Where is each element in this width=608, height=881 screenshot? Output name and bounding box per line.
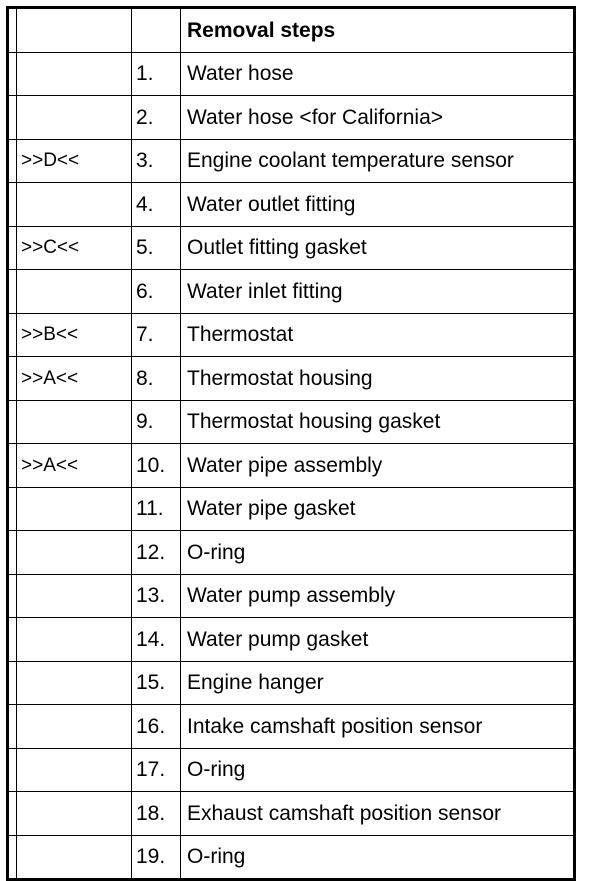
ref-cell: >>B<< bbox=[17, 313, 132, 357]
ref-cell bbox=[17, 531, 132, 575]
ref-cell: >>D<< bbox=[17, 139, 132, 183]
step-number: 9. bbox=[132, 400, 181, 444]
step-name: Water pipe assembly bbox=[181, 444, 575, 488]
table-row bbox=[8, 748, 575, 792]
header-row bbox=[8, 8, 575, 53]
step-name: Engine hanger bbox=[181, 661, 575, 705]
step-name: Water inlet fitting bbox=[181, 270, 575, 314]
step-number: 15. bbox=[132, 661, 181, 705]
step-number: 17. bbox=[132, 748, 181, 792]
ref-cell bbox=[17, 400, 132, 444]
ref-cell: >>A<< bbox=[17, 357, 132, 401]
ref-cell: >>C<< bbox=[17, 226, 132, 270]
step-number: 14. bbox=[132, 618, 181, 662]
ref-cell bbox=[17, 618, 132, 662]
margin-cell bbox=[8, 8, 17, 53]
margin-cell bbox=[8, 183, 17, 227]
step-name: Exhaust camshaft position sensor bbox=[181, 792, 575, 836]
ref-cell bbox=[17, 487, 132, 531]
table-row bbox=[8, 226, 575, 270]
table-row bbox=[8, 52, 575, 96]
step-name: O-ring bbox=[181, 531, 575, 575]
step-number: 13. bbox=[132, 574, 181, 618]
step-number: 16. bbox=[132, 705, 181, 749]
step-name: Water pump assembly bbox=[181, 574, 575, 618]
step-number: 3. bbox=[132, 139, 181, 183]
margin-cell bbox=[8, 139, 17, 183]
step-name: Water hose <for California> bbox=[181, 96, 575, 140]
margin-cell bbox=[8, 835, 17, 880]
step-number: 6. bbox=[132, 270, 181, 314]
table-title: Removal steps bbox=[181, 8, 575, 53]
table-row bbox=[8, 96, 575, 140]
step-name: Water outlet fitting bbox=[181, 183, 575, 227]
step-name: Water pipe gasket bbox=[181, 487, 575, 531]
ref-cell: >>A<< bbox=[17, 444, 132, 488]
table-row bbox=[8, 270, 575, 314]
margin-cell bbox=[8, 313, 17, 357]
step-number: 4. bbox=[132, 183, 181, 227]
table-row bbox=[8, 313, 575, 357]
table-row bbox=[8, 183, 575, 227]
step-name: Outlet fitting gasket bbox=[181, 226, 575, 270]
step-number: 12. bbox=[132, 531, 181, 575]
table-row bbox=[8, 835, 575, 880]
step-name: O-ring bbox=[181, 748, 575, 792]
step-number: 10. bbox=[132, 444, 181, 488]
margin-cell bbox=[8, 270, 17, 314]
step-name: Water pump gasket bbox=[181, 618, 575, 662]
margin-cell bbox=[8, 748, 17, 792]
table-body bbox=[8, 8, 575, 880]
table-row bbox=[8, 792, 575, 836]
header-num-cell bbox=[132, 8, 181, 53]
margin-cell bbox=[8, 531, 17, 575]
step-name: Engine coolant temperature sensor bbox=[181, 139, 575, 183]
table-row bbox=[8, 400, 575, 444]
ref-cell bbox=[17, 270, 132, 314]
step-number: 18. bbox=[132, 792, 181, 836]
table-row bbox=[8, 444, 575, 488]
step-number: 1. bbox=[132, 52, 181, 96]
header-ref-cell bbox=[17, 8, 132, 53]
margin-cell bbox=[8, 487, 17, 531]
ref-cell bbox=[17, 661, 132, 705]
ref-cell bbox=[17, 835, 132, 880]
margin-cell bbox=[8, 661, 17, 705]
ref-cell bbox=[17, 96, 132, 140]
step-number: 5. bbox=[132, 226, 181, 270]
step-name: Thermostat bbox=[181, 313, 575, 357]
margin-cell bbox=[8, 792, 17, 836]
margin-cell bbox=[8, 705, 17, 749]
step-number: 7. bbox=[132, 313, 181, 357]
step-name: O-ring bbox=[181, 835, 575, 880]
table-row bbox=[8, 487, 575, 531]
step-name: Water hose bbox=[181, 52, 575, 96]
table-row bbox=[8, 661, 575, 705]
ref-cell bbox=[17, 183, 132, 227]
table-row bbox=[8, 531, 575, 575]
margin-cell bbox=[8, 52, 17, 96]
ref-cell bbox=[17, 52, 132, 96]
ref-cell bbox=[17, 748, 132, 792]
table-row bbox=[8, 357, 575, 401]
margin-cell bbox=[8, 357, 17, 401]
margin-cell bbox=[8, 618, 17, 662]
table-row bbox=[8, 618, 575, 662]
step-number: 8. bbox=[132, 357, 181, 401]
table-row bbox=[8, 139, 575, 183]
ref-cell bbox=[17, 574, 132, 618]
margin-cell bbox=[8, 96, 17, 140]
ref-cell bbox=[17, 792, 132, 836]
step-number: 19. bbox=[132, 835, 181, 880]
step-number: 2. bbox=[132, 96, 181, 140]
margin-cell bbox=[8, 444, 17, 488]
margin-cell bbox=[8, 226, 17, 270]
table-row bbox=[8, 705, 575, 749]
table-row bbox=[8, 574, 575, 618]
ref-cell bbox=[17, 705, 132, 749]
step-name: Thermostat housing bbox=[181, 357, 575, 401]
margin-cell bbox=[8, 574, 17, 618]
step-number: 11. bbox=[132, 487, 181, 531]
margin-cell bbox=[8, 400, 17, 444]
step-name: Intake camshaft position sensor bbox=[181, 705, 575, 749]
removal-steps-table bbox=[6, 6, 576, 881]
step-name: Thermostat housing gasket bbox=[181, 400, 575, 444]
